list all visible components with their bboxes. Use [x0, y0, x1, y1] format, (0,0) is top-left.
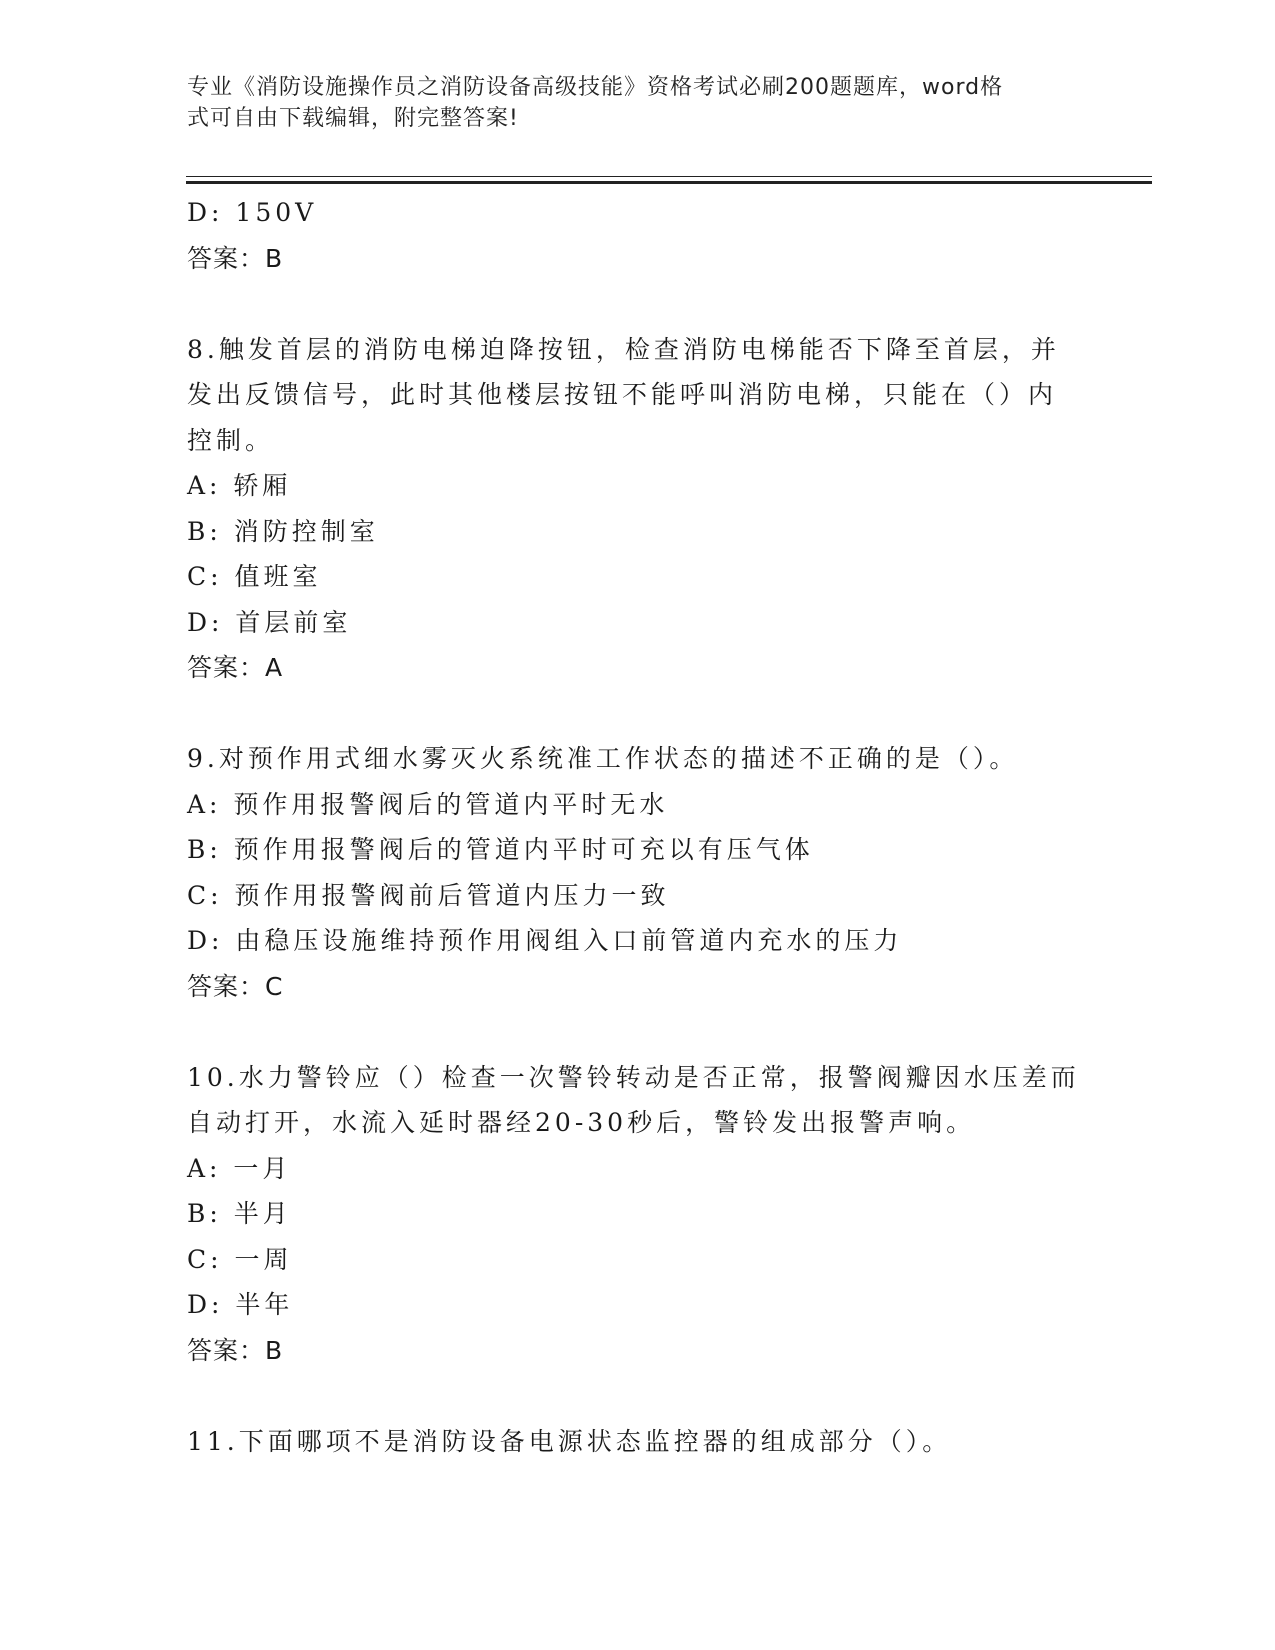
- question-text: 发出反馈信号，此时其他楼层按钮不能呼叫消防电梯，只能在（）内: [187, 380, 1058, 409]
- question-7-tail: [187, 190, 1067, 281]
- spacer: [187, 691, 1067, 737]
- question-text: 8.触发首层的消防电梯迫降按钮，检查消防电梯能否下降至首层，并: [187, 334, 1060, 364]
- option-c: C: 值班室: [187, 562, 322, 591]
- option-d: D: 由稳压设施维持预作用阀组入口前管道内充水的压力: [187, 926, 903, 955]
- option-b: B: 半月: [187, 1199, 292, 1228]
- option-b: B: 消防控制室: [187, 516, 379, 546]
- option-c: C: 一周: [187, 1244, 293, 1274]
- question-9: [187, 736, 1067, 1009]
- document-header: [187, 72, 1067, 134]
- question-text: 10.水力警铃应（）检查一次警铃转动是否正常，报警阀瓣因水压差而: [187, 1062, 1080, 1092]
- option-a: A: 预作用报警阀后的管道内平时无水: [187, 789, 669, 819]
- spacer: [187, 1009, 1067, 1055]
- option-d: D: 首层前室: [187, 607, 352, 637]
- answer: 答案：C: [187, 971, 284, 1001]
- option-a: A: 一月: [187, 1153, 292, 1183]
- question-text: 控制。: [187, 425, 275, 455]
- option-a: A: 轿厢: [187, 471, 292, 500]
- spacer: [187, 281, 1067, 327]
- header-line-1: 专业《消防设施操作员之消防设备高级技能》资格考试必刷200题题库，word格: [187, 75, 1004, 100]
- option-c: C: 预作用报警阀前后管道内压力一致: [187, 880, 670, 910]
- question-11: [187, 1419, 1067, 1465]
- header-line-2: 式可自由下载编辑，附完整答案!: [187, 106, 519, 131]
- header-rule-thick: [186, 181, 1152, 184]
- question-10: [187, 1055, 1080, 1374]
- answer: 答案：B: [187, 243, 284, 273]
- question-text: 11.下面哪项不是消防设备电源状态监控器的组成部分（）。: [187, 1426, 952, 1456]
- question-8: [187, 327, 1067, 691]
- option-b: B: 预作用报警阀后的管道内平时可充以有压气体: [187, 835, 814, 864]
- answer: 答案：B: [187, 1335, 284, 1365]
- header-rule-thin: [186, 176, 1152, 177]
- answer: 答案：A: [187, 653, 284, 682]
- question-text: 自动打开，水流入延时器经20-30秒后，警铃发出报警声响。: [187, 1108, 976, 1137]
- document-body: [187, 190, 1080, 1464]
- question-text: 9.对预作用式细水雾灭火系统准工作状态的描述不正确的是（）。: [187, 744, 1019, 773]
- option-d: D: 150V: [187, 198, 318, 227]
- spacer: [187, 1373, 1067, 1419]
- option-d: D: 半年: [187, 1290, 294, 1319]
